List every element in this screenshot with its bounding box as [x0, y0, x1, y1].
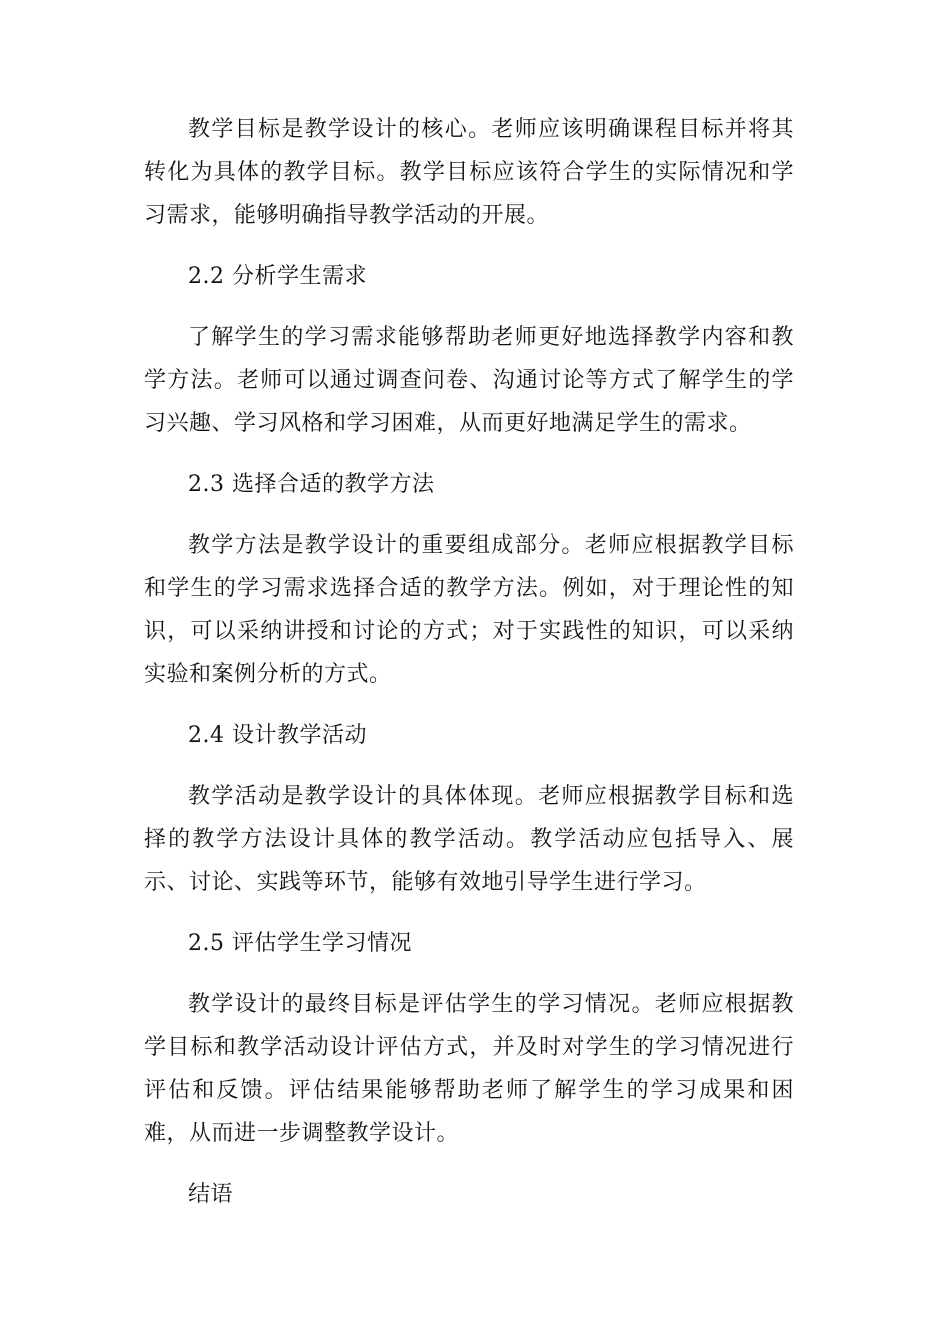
section-heading-2-4: 2.4 设计教学活动 — [188, 723, 367, 748]
spacer — [144, 298, 794, 316]
paragraph-teaching-activities: 教学活动是教学设计的具体体现。老师应根据教学目标和选择的教学方法设计具体的教学活动。教学活动应包括导入、展示、讨论、实践等环节，能够有效地引导学生进行学习。 — [144, 784, 794, 895]
spacer — [144, 757, 794, 775]
section-heading-2-2: 2.2 分析学生需求 — [188, 264, 367, 289]
spacer — [144, 445, 794, 463]
paragraph-assessment: 教学设计的最终目标是评估学生的学习情况。老师应根据教学目标和教学活动设计评估方式，并及时对学生的学习情况进行评估和反馈。评估结果能够帮助老师了解学生的学习成果和困难，从而进一步调整教学设计。 — [144, 992, 794, 1146]
paragraph-student-needs: 了解学生的学习需求能够帮助老师更好地选择教学内容和教学方法。老师可以通过调查问卷、沟通讨论等方式了解学生的学习兴趣、学习风格和学习困难，从而更好地满足学生的需求。 — [144, 325, 794, 436]
paragraph-teaching-methods: 教学方法是教学设计的重要组成部分。老师应根据教学目标和学生的学习需求选择合适的教学方法。例如，对于理论性的知识，可以采纳讲授和讨论的方式；对于实践性的知识，可以采纳实验和案例分析的方式。 — [144, 533, 794, 687]
spacer — [144, 237, 794, 255]
spacer — [144, 965, 794, 983]
section-heading-conclusion: 结语 — [188, 1182, 234, 1207]
spacer — [144, 1155, 794, 1173]
section-heading-2-3: 2.3 选择合适的教学方法 — [188, 472, 435, 497]
spacer — [144, 506, 794, 524]
spacer — [144, 904, 794, 922]
section-heading-2-5: 2.5 评估学生学习情况 — [188, 931, 412, 956]
paragraph-teaching-goals: 教学目标是教学设计的核心。老师应该明确课程目标并将其转化为具体的教学目标。教学目标应该符合学生的实际情况和学习需求，能够明确指导教学活动的开展。 — [144, 117, 794, 228]
spacer — [144, 696, 794, 714]
document-body — [144, 108, 794, 1216]
